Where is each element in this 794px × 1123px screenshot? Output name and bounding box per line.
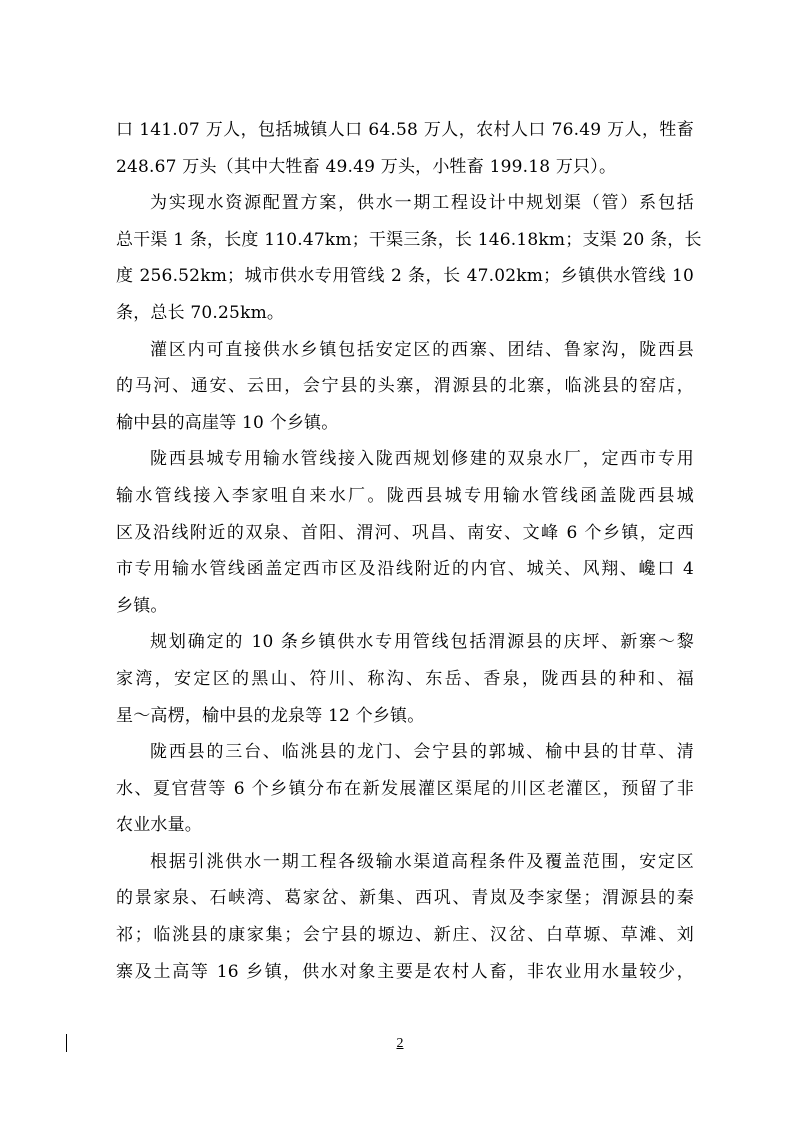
paragraph-start-line: 为实现水资源配置方案，供水一期工程设计中规划渠（管）系包括: [150, 193, 694, 214]
text-line: 寨及土高等 16 乡镇，供水对象主要是农村人畜，非农业用水量较少，: [116, 961, 694, 982]
margin-crop-mark: [66, 1034, 67, 1052]
paragraph-start-line: 根据引洮供水一期工程各级输水渠道高程条件及覆盖范围，安定区: [150, 851, 694, 872]
text-line: 的马河、通安、云田，会宁县的头寨，渭源县的北寨，临洮县的窑店，: [116, 376, 694, 397]
page-number: 2: [396, 1036, 404, 1051]
text-line: 家湾，安定区的黑山、符川、称沟、东岳、香泉，陇西县的种和、福: [116, 668, 694, 689]
text-line: 口 141.07 万人，包括城镇人口 64.58 万人，农村人口 76.49 万人，牲畜: [116, 120, 694, 140]
text-line: 总干渠 1 条，长度 110.47km；干渠三条，长 146.18km；支渠 20 条，长: [116, 229, 702, 250]
paragraph-start-line: 规划确定的 10 条乡镇供水专用管线包括渭源县的庆坪、新寨～黎: [150, 632, 694, 653]
text-line: 248.67 万头（其中大牲畜 49.49 万头，小牲畜 199.18 万只）。: [116, 156, 617, 177]
paragraph-start-line: 灌区内可直接供水乡镇包括安定区的西寨、团结、鲁家沟，陇西县: [150, 339, 694, 360]
text-line: 输水管线接入李家咀自来水厂。陇西县城专用输水管线函盖陇西县城: [116, 485, 694, 506]
text-line: 市专用输水管线函盖定西市区及沿线附近的内官、城关、风翔、巉口 4: [116, 559, 694, 580]
text-line: 乡镇。: [116, 595, 168, 616]
text-line: 祁；临洮县的康家集；会宁县的塬边、新庄、汉岔、白草塬、草滩、刘: [116, 925, 694, 946]
text-line: 区及沿线附近的双泉、首阳、渭河、巩昌、南安、文峰 6 个乡镇，定西: [116, 522, 694, 543]
document-body: [116, 112, 702, 990]
paragraph-start-line: 陇西县城专用输水管线接入陇西规划修建的双泉水厂，定西市专用: [150, 449, 694, 470]
text-line: 农业水量。: [116, 815, 202, 836]
text-line: 条，总长 70.25km。: [116, 302, 285, 323]
text-line: 星～高楞，榆中县的龙泉等 12 个乡镇。: [116, 705, 425, 726]
text-line: 度 256.52km；城市供水专用管线 2 条，长 47.02km；乡镇供水管线 10: [116, 266, 694, 287]
text-line: 榆中县的高崖等 10 个乡镇。: [116, 412, 339, 433]
text-line: 的景家泉、石峡湾、葛家岔、新集、西巩、青岚及李家堡；渭源县的秦: [116, 888, 694, 909]
paragraph-start-line: 陇西县的三台、临洮县的龙门、会宁县的郭城、榆中县的甘草、清: [150, 742, 694, 763]
text-line: 水、夏官营等 6 个乡镇分布在新发展灌区渠尾的川区老灌区，预留了非: [116, 778, 694, 799]
